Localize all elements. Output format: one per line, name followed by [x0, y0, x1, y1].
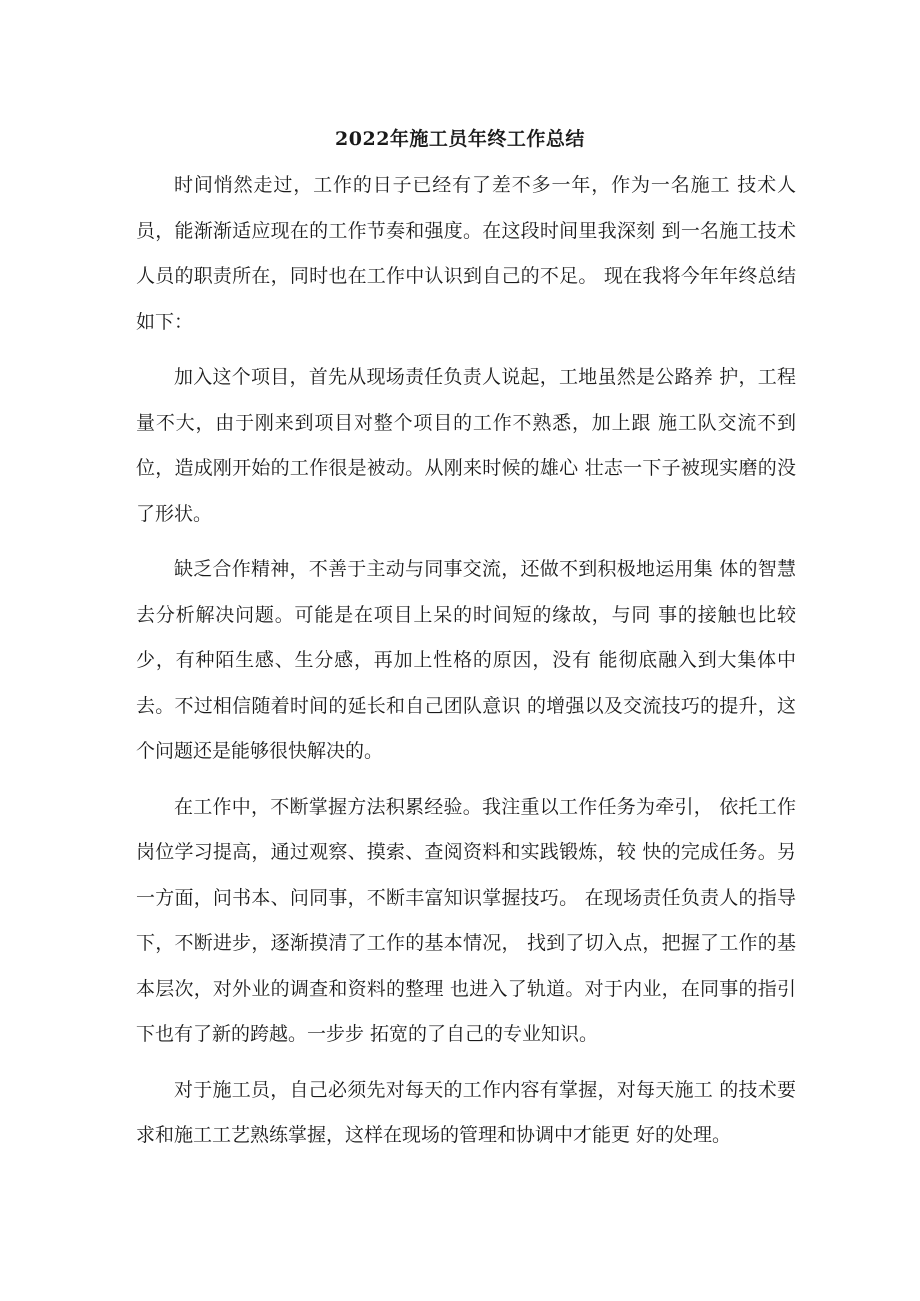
- document-title: 2022年施工员年终工作总结: [335, 128, 585, 150]
- paragraph-4: 在工作中，不断掌握方法积累经验。我注重以工作任务为牵引， 依托工作岗位学习提高，通过观察、摸索、查阅资料和实践锻炼，较 快的完成任务。另一方面，问书本、问同事，不断丰富知识掌握技巧。 在现场责任负责人的指导下，不断进步，逐渐摸清了工作的基本情况， 找到了切入点，把握了工作的基本层次，对外业的调查和资料的整理 也进入了轨道。对于内业，在同事的指引下也有了新的跨越。一步步 拓宽的了自己的专业知识。: [136, 795, 796, 1045]
- paragraph-1: 时间悄然走过，工作的日子已经有了差不多一年，作为一名施工 技术人员，能渐渐适应现在的工作节奏和强度。在这段时间里我深刻 到一名施工技术人员的职责所在，同时也在工作中认识到自己的不足。 现在我将今年年终总结如下：: [136, 174, 796, 333]
- paragraph-3: 缺乏合作精神，不善于主动与同事交流，还做不到积极地运用集 体的智慧去分析解决问题。可能是在项目上呆的时间短的缘故，与同 事的接触也比较少，有种陌生感、生分感，再加上性格的原因，没有 能彻底融入到大集体中去。不过相信随着时间的延长和自己团队意识 的增强以及交流技巧的提升，这个问题还是能够很快解决的。: [136, 558, 796, 762]
- paragraph-5: 对于施工员，自己必须先对每天的工作内容有掌握，对每天施工 的技术要求和施工工艺熟练掌握，这样在现场的管理和协调中才能更 好的处理。: [136, 1078, 796, 1146]
- document-body: [136, 163, 796, 1169]
- paragraph-2: 加入这个项目，首先从现场责任负责人说起，工地虽然是公路养 护，工程量不大，由于刚来到项目对整个项目的工作不熟悉，加上跟 施工队交流不到位，造成刚开始的工作很是被动。从刚来时候的雄心 壮志一下子被现实磨的没了形状。: [136, 366, 796, 525]
